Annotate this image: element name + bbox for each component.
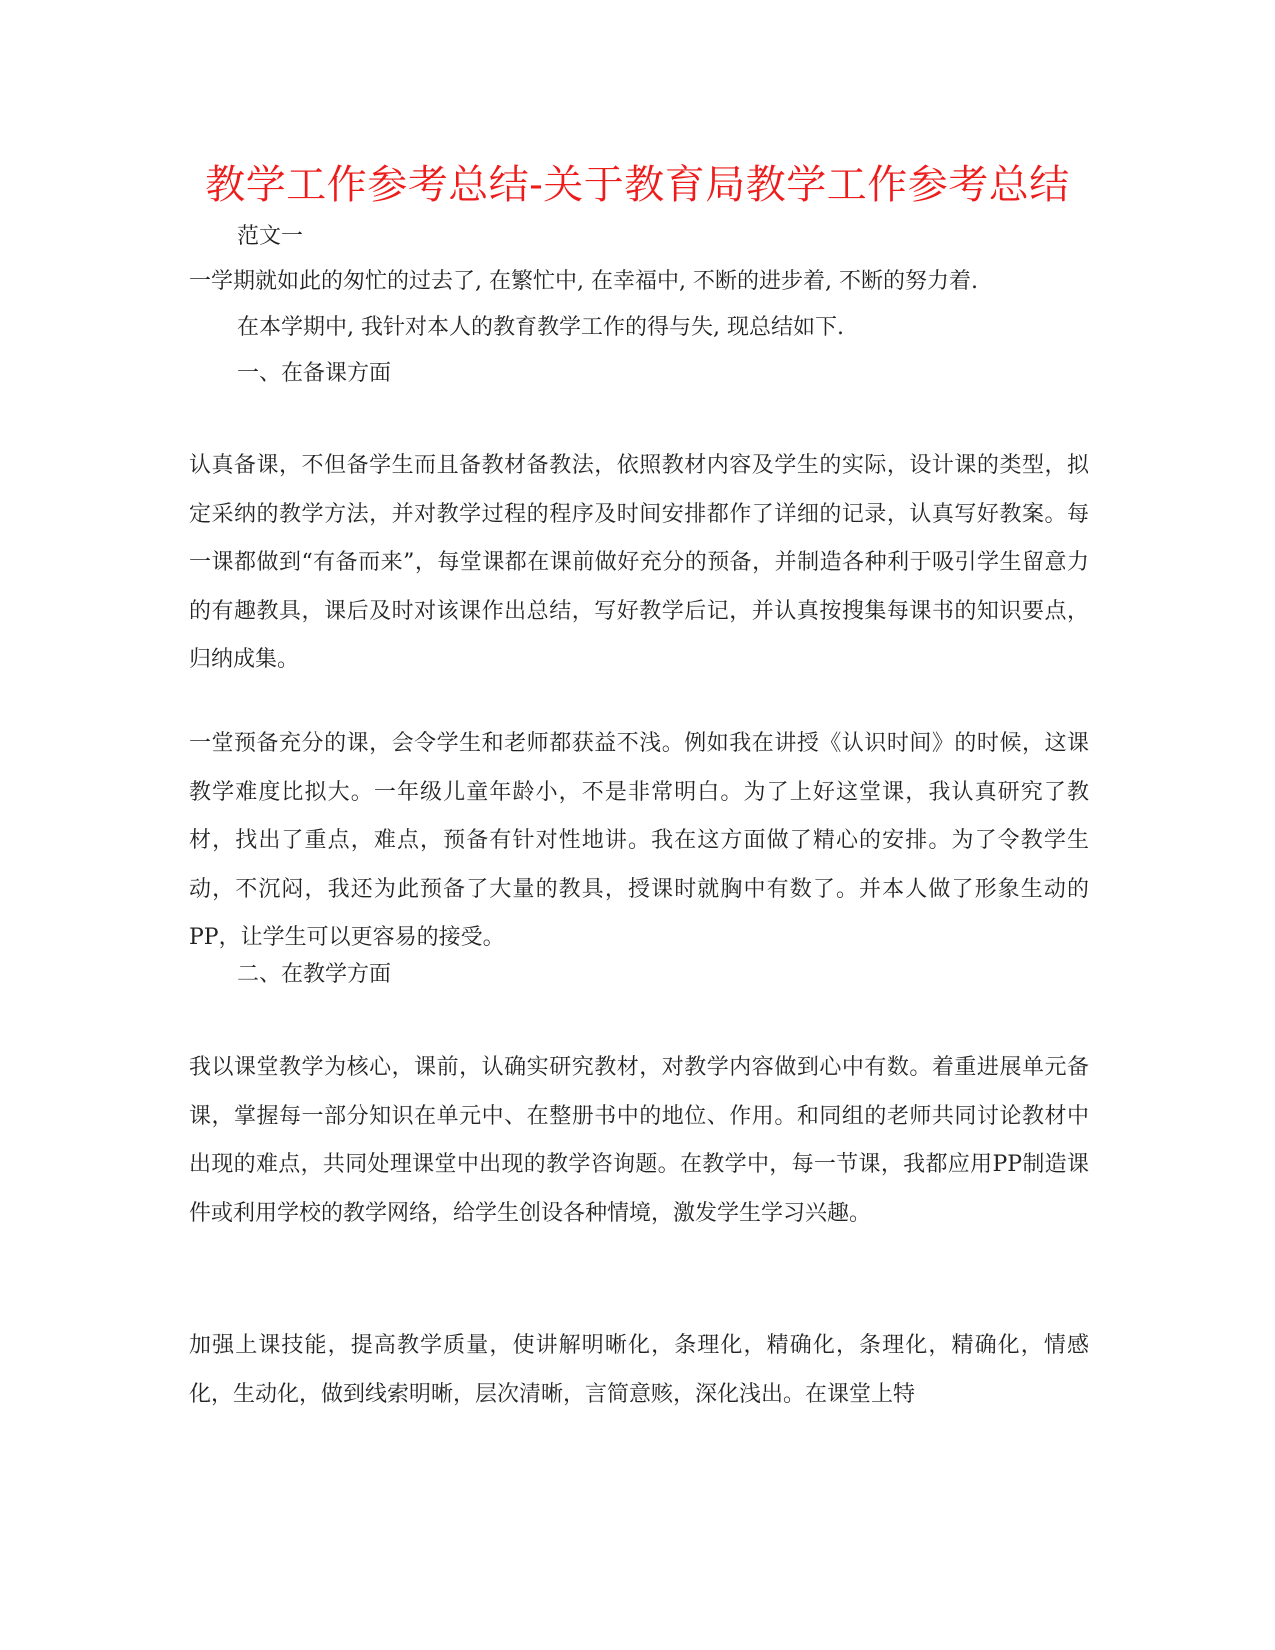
intro-line: 一学期就如此的匆忙的过去了, 在繁忙中, 在幸福中, 不断的进步着, 不断的努力着. (189, 269, 978, 294)
summary-line: 在本学期中, 我针对本人的教育教学工作的得与失, 现总结如下. (237, 315, 844, 340)
sample-label: 范文一 (237, 224, 304, 249)
section-heading-1: 一、在备课方面 (237, 361, 392, 386)
document-title: 教学工作参考总结-关于教育局教学工作参考总结 (205, 162, 1070, 208)
paragraph-teaching-skills: 加强上课技能，提高教学质量，使讲解明晰化，条理化，精确化，条理化，精确化，情感化，生动化，做到线索明晰，层次清晰，言简意赅，深化浅出。在课堂上特 (189, 1333, 1089, 1407)
paragraph-classroom-teaching: 我以课堂教学为核心，课前，认确实研究教材，对教学内容做到心中有数。着重进展单元备课，掌握每一部分知识在单元中、在整册书中的地位、作用。和同组的老师共同讨论教材中出现的难点，共同处理课堂中出现的教学咨询题。在教学中，每一节课，我都应用PP制造课件或利用学校的教学网络，给学生创设各种情境，激发学生学习兴趣。 (189, 1055, 1089, 1226)
paragraph-example-lesson: 一堂预备充分的课，会令学生和老师都获益不浅。例如我在讲授《认识时间》的时候，这课教学难度比拟大。一年级儿童年龄小，不是非常明白。为了上好这堂课，我认真研究了教材，找出了重点，难点，预备有针对性地讲。我在这方面做了精心的安排。为了令教学生动，不沉闷，我还为此预备了大量的教具，授课时就胸中有数了。并本人做了形象生动的PP，让学生可以更容易的接受。 (189, 731, 1089, 950)
section-heading-2: 二、在教学方面 (237, 962, 392, 987)
paragraph-lesson-prep: 认真备课，不但备学生而且备教材备教法，依照教材内容及学生的实际，设计课的类型，拟定采纳的教学方法，并对教学过程的程序及时间安排都作了详细的记录，认真写好教案。每一课都做到“有备而来”，每堂课都在课前做好充分的预备，并制造各种利于吸引学生留意力的有趣教具，课后及时对该课作出总结，写好教学后记，并认真按搜集每课书的知识要点，归纳成集。 (189, 453, 1089, 672)
